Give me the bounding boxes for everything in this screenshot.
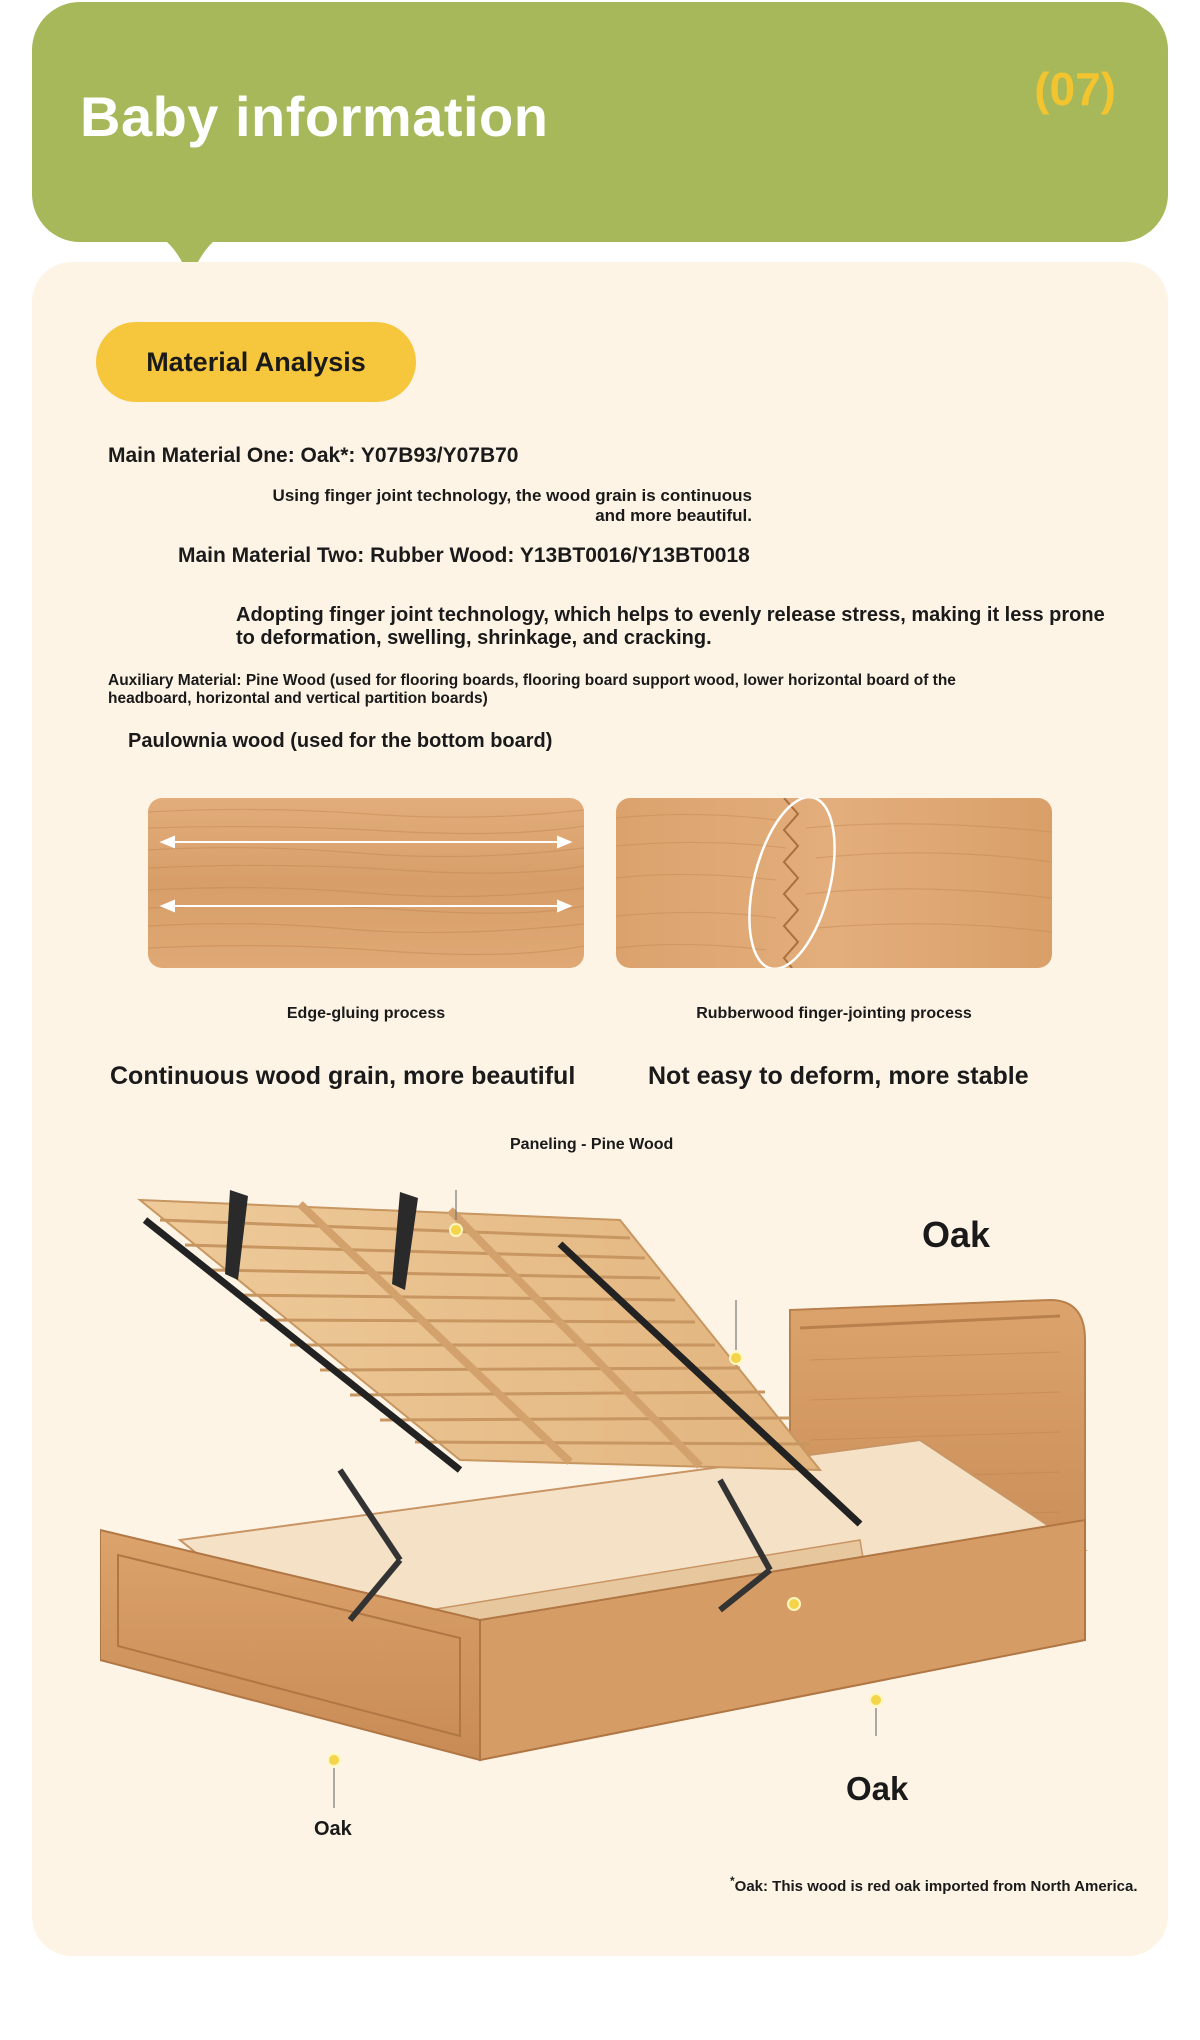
finger-joint-swatch: [616, 798, 1052, 968]
edge-gluing-benefit: Continuous wood grain, more beautiful: [110, 1062, 576, 1090]
auxiliary-material: Auxiliary Material: Pine Wood (used for flooring boards, flooring board support wood, lower horizontal board of the headboard, horizontal and vertical partition boards): [108, 672, 956, 707]
main-material-one: Main Material One: Oak*: Y07B93/Y07B70: [108, 444, 519, 467]
label-paneling-pine: Paneling - Pine Wood: [510, 1136, 674, 1153]
main-material-two-desc: Adopting finger joint technology, which helps to evenly release stress, making it less prone to deformation, swelling, shrinkage, and cracking.: [236, 604, 1105, 649]
label-oak-headboard: Oak: [922, 1214, 991, 1255]
footnote: [730, 1874, 1138, 1895]
footnote-mark: *: [730, 1874, 735, 1888]
page-title: Baby information: [80, 85, 549, 148]
section-pill: Material Analysis: [96, 322, 416, 402]
label-oak-front: Oak: [314, 1818, 352, 1840]
main-material-two: Main Material Two: Rubber Wood: Y13BT0016/Y13BT0018: [178, 544, 750, 567]
finger-joint-benefit: Not easy to deform, more stable: [648, 1062, 1029, 1090]
footnote-text: Oak: This wood is red oak imported from North America.: [734, 1878, 1138, 1895]
paulownia-material: Paulownia wood (used for the bottom board): [128, 730, 553, 752]
edge-gluing-caption: Edge-gluing process: [286, 1005, 446, 1022]
finger-joint-caption: Rubberwood finger-jointing process: [696, 1005, 972, 1022]
page-number: (07): [1034, 63, 1116, 115]
edge-gluing-swatch: [148, 798, 584, 968]
label-oak-side: Oak: [846, 1770, 909, 1807]
main-material-one-desc: Using finger joint technology, the wood grain is continuous and more beautiful.: [272, 486, 752, 525]
